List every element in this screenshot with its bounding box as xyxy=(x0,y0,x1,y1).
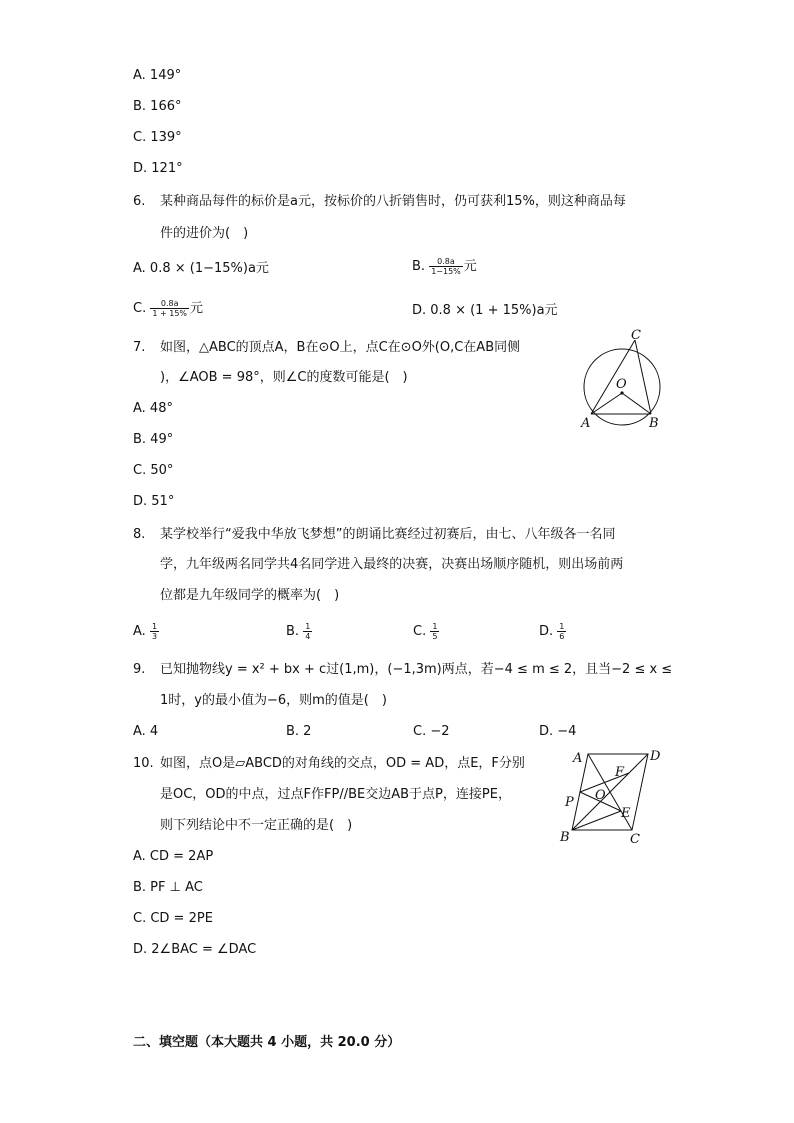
q5-option-a: A. 149° xyxy=(133,68,182,83)
q8-option-c xyxy=(413,622,440,641)
q10-label-b: B xyxy=(560,830,570,845)
q10-option-d: D. 2∠BAC = ∠DAC xyxy=(133,942,257,957)
q9-option-d: D. −4 xyxy=(539,724,577,739)
q8-option-a-denominator: 3 xyxy=(151,632,158,641)
q10-segment-be xyxy=(572,811,621,830)
q8-option-a-fraction xyxy=(150,622,159,641)
q6-text-line1: 某种商品每件的标价是a元，按标价的八折销售时，仍可获利15%，则这种商品每 xyxy=(160,194,626,209)
q7-text-line2: )，∠AOB = 98°，则∠C的度数可能是( ) xyxy=(160,370,408,385)
q7-circle-figure xyxy=(575,328,670,433)
q6-option-c-unit: 元 xyxy=(190,301,204,316)
q6-option-c-fraction xyxy=(150,299,189,318)
q8-text-line3: 位都是九年级同学的概率为( ) xyxy=(160,588,340,603)
q7-option-b: B. 49° xyxy=(133,432,174,447)
q9-text-line2: 1时，y的最小值为−6，则m的值是( ) xyxy=(160,693,387,708)
q8-option-a-numerator: 1 xyxy=(151,622,158,631)
q8-option-d-numerator: 1 xyxy=(559,622,565,631)
q6-option-b xyxy=(412,257,477,276)
q7-segment-ac xyxy=(591,340,635,414)
q6-number: 6. xyxy=(133,194,146,209)
q8-option-d xyxy=(539,622,567,641)
q7-number: 7. xyxy=(133,340,146,355)
q6-option-c-denominator: 1 + 15% xyxy=(152,309,188,318)
q10-label-c: C xyxy=(630,832,640,847)
q5-option-c: C. 139° xyxy=(133,130,182,145)
q10-label-o: O xyxy=(595,788,606,803)
q7-label-o: O xyxy=(616,377,627,392)
q7-option-a: A. 48° xyxy=(133,401,173,416)
q9-option-a: A. 4 xyxy=(133,724,159,739)
q6-option-b-label: B. xyxy=(412,259,426,274)
q7-label-c: C xyxy=(631,328,641,343)
q8-option-d-fraction xyxy=(557,622,566,641)
q6-option-b-denominator: 1−15% xyxy=(431,267,461,276)
q6-option-d: D. 0.8 × (1 + 15%)a元 xyxy=(412,303,558,318)
q7-option-d: D. 51° xyxy=(133,494,175,509)
q6-option-b-fraction xyxy=(429,257,463,276)
q10-option-c: C. CD = 2PE xyxy=(133,911,213,926)
q10-text-line2: 是OC，OD的中点，过点F作FP//BE交边AB于点P，连接PE， xyxy=(160,787,511,802)
q7-label-a: A xyxy=(581,416,591,431)
q9-option-b: B. 2 xyxy=(286,724,312,739)
q6-text-line2: 件的进价为( ) xyxy=(160,226,249,241)
q7-segment-bc xyxy=(635,340,651,414)
q10-number: 10. xyxy=(133,756,154,771)
q8-option-c-fraction xyxy=(430,622,439,641)
q10-label-a: A xyxy=(573,751,583,766)
q10-label-d: D xyxy=(650,749,661,764)
q8-option-d-label: D. xyxy=(539,624,554,639)
q8-option-c-numerator: 1 xyxy=(432,622,438,631)
q5-option-b: B. 166° xyxy=(133,99,182,114)
q9-option-c: C. −2 xyxy=(413,724,450,739)
q8-option-d-denominator: 6 xyxy=(559,632,565,641)
q7-label-b: B xyxy=(649,416,659,431)
q6-option-c-numerator: 0.8a xyxy=(160,299,179,308)
q10-option-a: A. CD = 2AP xyxy=(133,849,214,864)
q6-option-b-numerator: 0.8a xyxy=(437,257,455,266)
q8-option-b-denominator: 4 xyxy=(305,632,311,641)
q9-text-line1: 已知抛物线y = x² + bx + c过(1,m)，(−1,3m)两点，若−4 ≤ m ≤ 2，且当−2 ≤ x ≤ xyxy=(160,662,673,677)
q6-option-b-unit: 元 xyxy=(463,259,477,274)
q6-option-a: A. 0.8 × (1−15%)a元 xyxy=(133,261,269,276)
section-heading-fill-in: 二、填空题（本大题共 4 小题，共 20.0 分） xyxy=(133,1035,401,1050)
q5-option-d: D. 121° xyxy=(133,161,183,176)
q10-text-line3: 则下列结论中不一定正确的是( ) xyxy=(160,818,353,833)
q8-option-b xyxy=(286,622,313,641)
q9-number: 9. xyxy=(133,662,146,677)
q7-text-line1: 如图，△ABC的顶点A，B在⊙O上，点C在⊙O外(O,C在AB同侧 xyxy=(160,340,521,355)
q8-text-line1: 某学校举行“爱我中华放飞梦想”的朗诵比赛经过初赛后，由七、八年级各一名同 xyxy=(160,527,616,542)
q10-parallelogram-figure xyxy=(555,742,670,852)
q10-label-f: F xyxy=(615,765,625,780)
q8-text-line2: 学，九年级两名同学共4名同学进入最终的决赛，决赛出场顺序随机，则出场前两 xyxy=(160,557,624,572)
q8-option-b-label: B. xyxy=(286,624,300,639)
q8-option-c-denominator: 5 xyxy=(432,632,438,641)
q8-option-b-numerator: 1 xyxy=(305,622,311,631)
q8-number: 8. xyxy=(133,527,146,542)
q10-text-line1: 如图，点O是▱ABCD的对角线的交点，OD = AD，点E，F分别 xyxy=(160,756,525,771)
q6-option-c-label: C. xyxy=(133,301,147,316)
q8-option-a-label: A. xyxy=(133,624,146,639)
q10-label-e: E xyxy=(621,806,631,821)
q10-diagonal-bd xyxy=(572,754,648,830)
q8-option-b-fraction xyxy=(303,622,312,641)
q7-option-c: C. 50° xyxy=(133,463,174,478)
q6-option-c xyxy=(133,299,203,318)
q7-segment-oa xyxy=(591,393,622,414)
q8-option-c-label: C. xyxy=(413,624,427,639)
q10-option-b: B. PF ⊥ AC xyxy=(133,880,203,895)
q10-label-p: P xyxy=(565,795,574,810)
q8-option-a xyxy=(133,622,160,641)
